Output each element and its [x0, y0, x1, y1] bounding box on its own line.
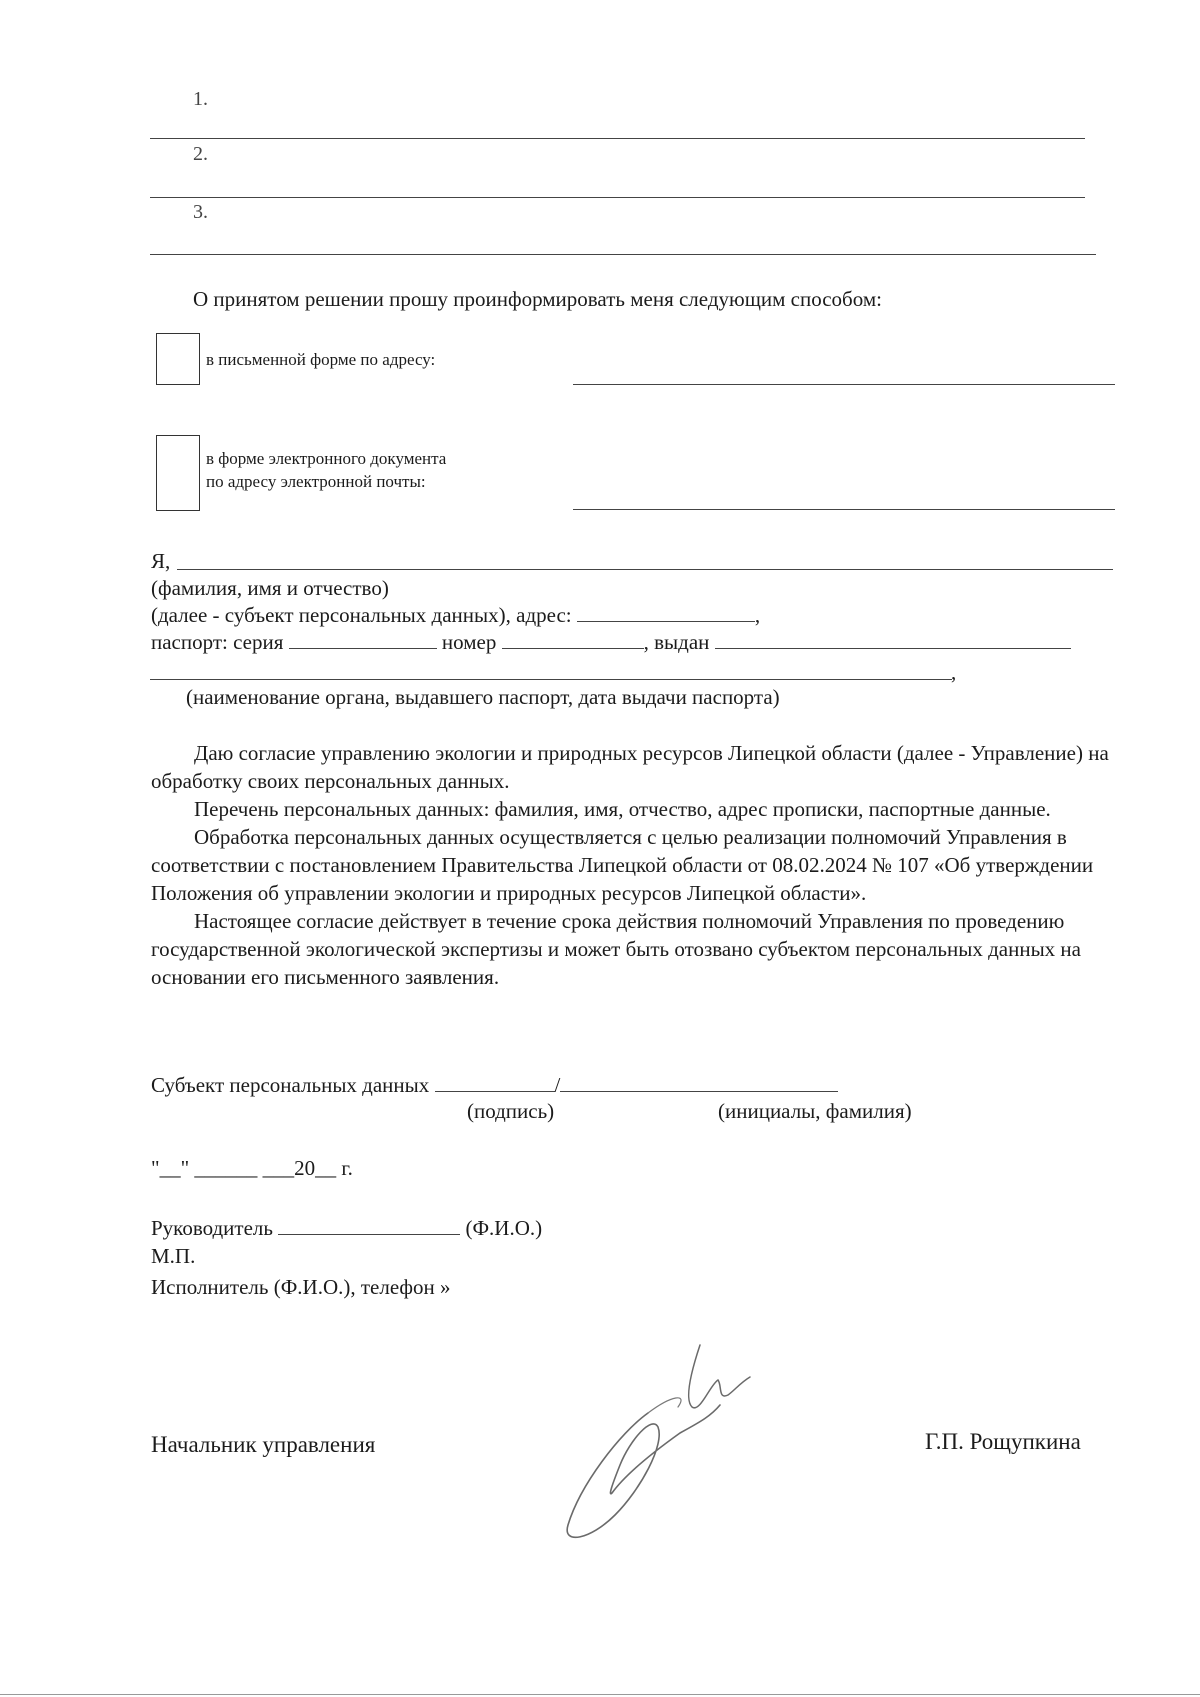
- passport-row: [151, 628, 1071, 656]
- written-address-line: [573, 384, 1115, 385]
- email-address-line: [573, 509, 1115, 510]
- consent-paragraph-1: Даю согласие управлению экологии и природных ресурсов Липецкой области (далее - Управление) на обработку своих персональных данных.: [151, 741, 1109, 793]
- issuer-line: [150, 679, 952, 680]
- consent-paragraph-2: Перечень персональных данных: фамилия, имя, отчество, адрес прописки, паспортные данные.: [194, 797, 1051, 821]
- passport-series-field[interactable]: [289, 630, 437, 649]
- issuer-caption: (наименование органа, выдавшего паспорт, дата выдачи паспорта): [186, 685, 780, 709]
- issuer-comma: ,: [951, 660, 957, 684]
- notify-prompt: О принятом решении прошу проинформировать меня следующим способом:: [193, 287, 882, 311]
- list-number-1: 1.: [193, 88, 208, 110]
- handwritten-signature: [560, 1335, 800, 1555]
- signature-caption: (подпись): [467, 1099, 555, 1123]
- subject-signature-row: Субъект персональных данных /: [151, 1071, 838, 1099]
- option-email-label-2: по адресу электронной почты:: [206, 472, 426, 491]
- head-signature-field[interactable]: [278, 1216, 460, 1235]
- consent-text: [151, 739, 1121, 991]
- head-fio: (Ф.И.О.): [465, 1216, 543, 1240]
- passport-issued-field[interactable]: [715, 630, 1071, 649]
- option-written-label: в письменной форме по адресу:: [206, 350, 436, 369]
- passport-issued-label: , выдан: [643, 630, 710, 654]
- consent-paragraph-3: Обработка персональных данных осуществляется с целью реализации полномочий Управления в соответствии с постановлением Правительства Липецкой области от 08.02.2024 № 107 «Об утверждении Положения об управлении экологии и природных ресурсов Липецкой области».: [151, 825, 1094, 905]
- subject-address-label: (далее - субъект персональных данных), адрес:: [151, 603, 572, 627]
- subject-label: Субъект персональных данных: [151, 1073, 430, 1097]
- list-line-1: [150, 138, 1085, 139]
- subject-initials-field[interactable]: [560, 1073, 838, 1092]
- page-bottom-edge: [0, 1694, 1200, 1695]
- subject-signature-field[interactable]: [435, 1073, 555, 1092]
- head-row: [151, 1214, 542, 1242]
- date-line: "__" ______ ___20__ г.: [151, 1156, 353, 1180]
- head-label: Руководитель: [151, 1216, 273, 1240]
- address-field[interactable]: [577, 603, 755, 622]
- subject-address-row: (далее - субъект персональных данных), адрес: ,: [151, 603, 761, 627]
- consent-paragraph-4: Настоящее согласие действует в течение срока действия полномочий Управления по проведению государственной экологической экспертизы и может быть отозвано субъектом персональных данных на основании его письменного заявления.: [151, 909, 1081, 989]
- stamp-label: М.П.: [151, 1244, 196, 1268]
- passport-number-label: номер: [441, 630, 497, 654]
- option-email-label-1: в форме электронного документа: [206, 449, 447, 468]
- i-prefix: Я,: [151, 549, 171, 573]
- email-form-checkbox[interactable]: [156, 435, 200, 511]
- fio-line: [177, 569, 1113, 570]
- list-line-3: [150, 254, 1096, 255]
- chief-title: Начальник управления: [151, 1432, 376, 1457]
- written-form-checkbox[interactable]: [156, 333, 200, 385]
- fio-caption: (фамилия, имя и отчество): [151, 576, 389, 600]
- list-number-2: 2.: [193, 143, 208, 165]
- list-line-2: [150, 197, 1085, 198]
- passport-number-field[interactable]: [502, 630, 644, 649]
- passport-series-label: паспорт: серия: [151, 630, 284, 654]
- list-number-3: 3.: [193, 201, 208, 223]
- executor-label: Исполнитель (Ф.И.О.), телефон »: [151, 1275, 451, 1299]
- initials-caption: (инициалы, фамилия): [718, 1099, 912, 1123]
- chief-name: Г.П. Рощупкина: [925, 1429, 1081, 1454]
